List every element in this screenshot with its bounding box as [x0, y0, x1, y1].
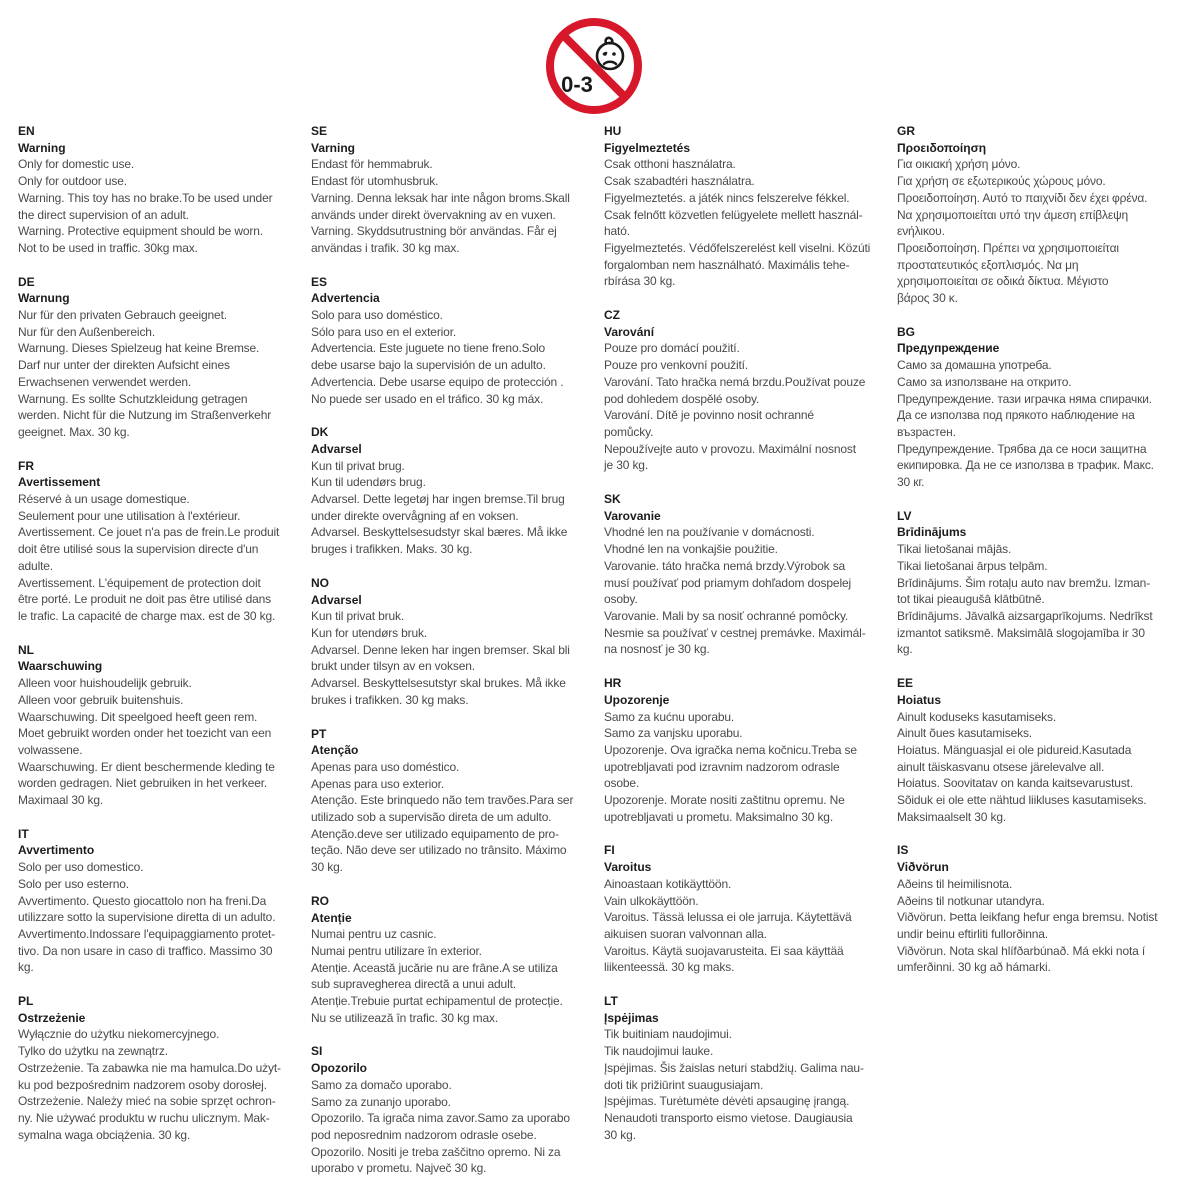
warning-text-line: Waarschuwing. Dit speelgoed heeft geen rem.: [18, 709, 258, 724]
warning-text-line: Ainult õues kasutamiseks.: [897, 726, 1032, 741]
warning-title: Ostrzeżenie: [18, 1010, 86, 1025]
warning-section-ee: [897, 675, 1182, 825]
warning-text-line: symalna waga obciążenia. 30 kg.: [18, 1127, 191, 1142]
warning-text-line: Csak szabadtéri használatra.: [604, 174, 755, 189]
warning-text-line: Réservé à un usage domestique.: [18, 492, 190, 507]
warning-text-line: Ainult koduseks kasutamiseks.: [897, 709, 1057, 724]
warning-text-line: Kun til privat bruk.: [311, 609, 405, 624]
warning-text-line: Hoiatus. Soovitatav on kanda kaitsevarustust.: [897, 776, 1134, 791]
warning-text-line: används under direkt övervakning av en vuxen.: [311, 207, 556, 222]
warning-section-fi: [604, 842, 889, 976]
warning-text-line: Įspėjimas. Šis žaislas neturi stabdžių. Galima nau-: [604, 1060, 864, 1075]
warning-section-lt: [604, 993, 889, 1143]
warning-text-line: teção. Não deve ser utilizado no trânsito. Máximo: [311, 843, 567, 858]
warning-section-pt: [311, 726, 596, 876]
warning-section-cz: [604, 307, 889, 474]
warning-text-line: Aðeins til notkunar utandyra.: [897, 893, 1045, 908]
warning-text-line: Opozorilo. Ta igrača nima zavor.Samo za uporabo: [311, 1111, 570, 1126]
warning-text-line: musí používať pod priamym dohľadom dospelej: [604, 575, 852, 590]
warning-text-line: sub supravegherea directă a unui adult.: [311, 977, 516, 992]
language-code: FI: [604, 843, 615, 858]
language-code: PL: [18, 994, 34, 1009]
warning-text-line: ku pod bezpośrednim nadzorem osoby dorosłej.: [18, 1077, 267, 1092]
warning-text-line: Upozorenje. Morate nositi zaštitnu opremu. Ne: [604, 793, 845, 808]
warning-text-line: 30 кг.: [897, 475, 925, 490]
language-code: BG: [897, 324, 915, 339]
warning-text-line: Samo za zunanjo uporabo.: [311, 1094, 451, 1109]
warning-text-line: aikuisen suoran valvonnan alla.: [604, 926, 767, 941]
warning-text-line: Maximaal 30 kg.: [18, 793, 104, 808]
warning-text-line: възрастен.: [897, 424, 956, 439]
warning-text-line: Advertencia. Debe usarse equipo de protección .: [311, 374, 564, 389]
warning-text-line: je 30 kg.: [604, 458, 649, 473]
warning-title: Viðvörun: [897, 860, 949, 875]
warning-text-line: Opozorilo. Nositi je treba zaščitno opremo. Ni za: [311, 1144, 561, 1159]
warning-section-gr: [897, 123, 1182, 307]
warning-text-line: pod neposrednim nadzorom odrasle osebe.: [311, 1127, 537, 1142]
warning-section-it: [18, 826, 303, 976]
warning-text-line: Advarsel. Dette legetøj har ingen bremse.Til brug: [311, 492, 565, 507]
warning-text-line: Endast för hemmabruk.: [311, 157, 433, 172]
warning-text-line: Да се използва под прякото наблюдение на: [897, 408, 1135, 423]
warning-text-line: brukes i trafikken. 30 kg maks.: [311, 692, 469, 707]
warning-section-hu: [604, 123, 889, 290]
warning-text-line: Nu se utilizează în trafic. 30 kg max.: [311, 1010, 499, 1025]
warning-title: Advarsel: [311, 441, 362, 456]
warning-text-line: Advarsel. Beskyttelsesutstyr skal brukes. Må ikke: [311, 676, 566, 691]
warning-text-line: Solo para uso doméstico.: [311, 308, 443, 323]
warning-title: Warnung: [18, 291, 70, 306]
warning-text-line: volwassene.: [18, 742, 83, 757]
warning-text-line: utilizzare sotto la supervisione diretta di un adulto.: [18, 910, 276, 925]
warning-title: Varoitus: [604, 860, 652, 875]
warning-text-line: Not to be used in traffic. 30kg max.: [18, 240, 198, 255]
warning-text-line: Įspėjimas. Turėtumėte dėvėti apsauginę įrangą.: [604, 1094, 850, 1109]
warning-text-line: liikenteessä. 30 kg maks.: [604, 960, 735, 975]
warning-text-line: Csak otthoni használatra.: [604, 157, 736, 172]
warning-title: Atenție: [311, 910, 352, 925]
warning-text-line: Advertencia. Este juguete no tiene freno.Solo: [311, 341, 546, 356]
prohibition-sign-icon: [544, 16, 644, 116]
warning-text-line: Varování. Tato hračka nemá brzdu.Používat pouze: [604, 374, 866, 389]
warning-text-line: ενήλικου.: [897, 224, 945, 239]
warning-text-line: Ainoastaan kotikäyttöön.: [604, 876, 732, 891]
warning-text-line: Atenção. Este brinquedo não tem travões.Para ser: [311, 793, 574, 808]
language-code: LV: [897, 508, 912, 523]
warning-text-line: Upozorenje. Ova igračka nema kočnicu.Treba se: [604, 742, 857, 757]
warning-section-ro: [311, 893, 596, 1027]
warning-text-line: Nur für den Außenbereich.: [18, 324, 155, 339]
warning-text-line: Warning. Protective equipment should be worn.: [18, 224, 263, 239]
warning-text-line: Erwachsenen verwendet werden.: [18, 374, 192, 389]
warning-title: Įspėjimas: [604, 1010, 659, 1025]
warning-text-line: Numai pentru uz casnic.: [311, 927, 437, 942]
warning-text-line: βάρος 30 κ.: [897, 291, 958, 306]
warning-title: Warning: [18, 140, 66, 155]
warning-text-line: Varning. Denna leksak har inte någon broms.Skall: [311, 190, 570, 205]
warning-section-es: [311, 274, 596, 408]
warning-text-line: Sólo para uso en el exterior.: [311, 324, 457, 339]
warning-text-line: Να χρησιμοποιείται υπό την άμεση επίβλεψη: [897, 207, 1129, 222]
warning-text-line: geeignet. Max. 30 kg.: [18, 424, 130, 439]
warning-text-line: Pouze pro domácí použití.: [604, 341, 740, 356]
column-2: [311, 123, 596, 1194]
warning-section-is: [897, 842, 1182, 976]
warning-title: Hoiatus: [897, 692, 942, 707]
language-code: GR: [897, 124, 915, 138]
column-1: [18, 123, 303, 1160]
warning-text-line: Tik buitiniam naudojimui.: [604, 1027, 732, 1042]
warning-title: Предупреждение: [897, 341, 1000, 356]
warning-text-line: doti tik prižiūrint suaugusiajam.: [604, 1077, 764, 1092]
warning-text-line: Warnung. Es sollte Schutzkleidung getragen: [18, 391, 248, 406]
warning-text-line: ható.: [604, 224, 630, 239]
warning-title: Atenção: [311, 743, 359, 758]
warning-text-line: bruges i trafikken. Maks. 30 kg.: [311, 542, 473, 557]
warning-text-line: umferðinni. 30 kg að hámarki.: [897, 960, 1051, 975]
warning-text-line: tivo. Da non usare in caso di traffico. Massimo 30: [18, 943, 273, 958]
warning-section-bg: [897, 324, 1182, 491]
warning-text-line: Nenaudoti transporto eismo vietose. Daugiausia: [604, 1110, 853, 1125]
warning-text-line: Darf nur unter der direkten Aufsicht eines: [18, 358, 230, 373]
warning-text-line: worden gedragen. Niet gebruiken in het verkeer.: [18, 776, 268, 791]
language-code: HR: [604, 676, 622, 691]
warning-text-line: Προειδοποίηση. Πρέπει να χρησιμοποιείται: [897, 240, 1119, 255]
warning-text-line: Vhodné len na vonkajšie použitie.: [604, 542, 778, 557]
warning-text-line: Samo za domačo uporabo.: [311, 1077, 452, 1092]
warning-text-line: Vhodné len na používanie v domácnosti.: [604, 525, 815, 540]
warning-section-se: [311, 123, 596, 257]
warning-section-si: [311, 1043, 596, 1177]
warning-text-line: rbírása 30 kg.: [604, 274, 676, 289]
language-code: EE: [897, 676, 914, 691]
warning-text-line: Figyelmeztetés. Védőfelszerelést kell viselni. Közúti: [604, 240, 871, 255]
warning-text-line: le trafic. La capacité de charge max. est de 30 kg.: [18, 608, 276, 623]
warning-section-nl: [18, 642, 303, 809]
warning-text-line: Brīdinājums. Jāvalkā aizsargaprīkojums. Nedrīkst: [897, 608, 1153, 623]
warning-text-line: Ostrzeżenie. Należy mieć na sobie sprzęt ochron-: [18, 1094, 276, 1109]
language-code: SE: [311, 124, 328, 138]
warning-text-line: Kun til udendørs brug.: [311, 475, 426, 490]
warning-text-line: Brīdinājums. Šim rotaļu auto nav bremžu. Izman-: [897, 575, 1151, 590]
column-4: [897, 123, 1182, 993]
warning-text-line: être porté. Le produit ne doit pas être utilisé dans: [18, 592, 272, 607]
warning-text-line: Atenção.deve ser utilizado equipamento de pro-: [311, 826, 559, 841]
warning-text-line: Nepoužívejte auto v provozu. Maximální nosnost: [604, 441, 856, 456]
warning-text-line: adulte.: [18, 558, 53, 573]
warning-text-line: Για οικιακή χρήση μόνο.: [897, 157, 1021, 172]
language-code: IS: [897, 843, 909, 858]
warning-section-fr: [18, 458, 303, 625]
age-restriction-0-3-icon: [544, 16, 644, 116]
warning-title: Avvertimento: [18, 843, 95, 858]
warning-title: Figyelmeztetés: [604, 140, 691, 155]
warning-text-line: Warnung. Dieses Spielzeug hat keine Bremse.: [18, 341, 260, 356]
warning-text-line: Advarsel. Denne leken har ingen bremser. Skal bli: [311, 642, 570, 657]
language-code: FR: [18, 458, 34, 473]
warning-text-line: doit être utilisé sous la supervision directe d'un: [18, 542, 259, 557]
warning-text-line: Alleen voor huishoudelijk gebruik.: [18, 676, 192, 691]
warning-text-line: No puede ser usado en el tráfico. 30 kg máx.: [311, 391, 544, 406]
warning-text-line: Nesmie sa používať v cestnej premávke. Maximál-: [604, 625, 866, 640]
warning-text-line: Alleen voor gebruik buitenshuis.: [18, 692, 184, 707]
warning-title: Varning: [311, 140, 356, 155]
warning-text-line: pomůcky.: [604, 424, 654, 439]
warning-text-line: 30 kg.: [311, 860, 343, 875]
warning-text-line: Atenție.Trebuie purtat echipamentul de protecție.: [311, 994, 563, 1009]
warning-text-line: Само за домашна употреба.: [897, 358, 1052, 373]
warning-text-line: tot tikai pieaugušā klātbūtnē.: [897, 592, 1045, 607]
language-code: PT: [311, 726, 327, 741]
warning-title: Advertencia: [311, 291, 380, 306]
warning-text-line: екипировка. Да не се използва в трафик. Макс.: [897, 458, 1154, 473]
warning-text-line: Seulement pour une utilisation à l'extérieur.: [18, 508, 241, 523]
warning-section-dk: [311, 424, 596, 558]
warning-text-line: Advarsel. Beskyttelsesudstyr skal bæres. Må ikke: [311, 525, 568, 540]
warning-text-line: Varování. Dítě je povinno nosit ochranné: [604, 408, 814, 423]
warning-text-line: Viðvörun. Þetta leikfang hefur enga bremsu. Notist: [897, 910, 1158, 925]
warning-text-line: Numai pentru utilizare în exterior.: [311, 943, 482, 958]
warning-text-line: ny. Nie używać produktu w ruchu ulicznym. Mak-: [18, 1110, 270, 1125]
warning-title: Brīdinājums: [897, 525, 967, 540]
warning-text-line: Avertissement. Ce jouet n'a pas de frein.Le produit: [18, 525, 280, 540]
language-code: ES: [311, 274, 328, 289]
warning-section-lv: [897, 508, 1182, 658]
warning-title: Waarschuwing: [18, 659, 103, 674]
warning-text-line: kg.: [897, 642, 913, 657]
warning-text-line: Moet gebruikt worden onder het toezicht van een: [18, 726, 272, 741]
warning-section-sk: [604, 491, 889, 658]
language-code: RO: [311, 893, 329, 908]
warning-text-line: osobe.: [604, 776, 640, 791]
warning-text-line: Предупреждение. Трябва да се носи защитна: [897, 441, 1147, 456]
warning-text-line: Vain ulkokäyttöön.: [604, 893, 699, 908]
warning-text-line: Hoiatus. Mänguasjal ei ole pidureid.Kasutada: [897, 742, 1132, 757]
warning-text-line: upotrebljavati pod izravnim nadzorom odrasle: [604, 759, 840, 774]
warning-title: Opozorilo: [311, 1061, 367, 1076]
warning-text-line: Kun for utendørs bruk.: [311, 625, 428, 640]
warning-text-line: Aðeins til heimilisnota.: [897, 876, 1013, 891]
warning-text-line: Varovanie. Mali by sa nosiť ochranné pomôcky.: [604, 608, 849, 623]
warning-title: Varování: [604, 324, 655, 339]
warning-text-line: Avertissement. L'équipement de protection doit: [18, 575, 261, 590]
warning-title: Προειδοποίηση: [897, 140, 987, 155]
warning-text-line: Nur für den privaten Gebrauch geeignet.: [18, 308, 227, 323]
warning-title: Advarsel: [311, 592, 362, 607]
warning-text-line: Για χρήση σε εξωτερικούς χώρους μόνο.: [897, 174, 1106, 189]
warning-text-line: uporabo v prometu. Največ 30 kg.: [311, 1161, 487, 1176]
language-code: LT: [604, 994, 618, 1009]
warning-text-line: Sõiduk ei ole ette nähtud liikluses kasutamiseks.: [897, 793, 1147, 808]
warning-text-line: kg.: [18, 960, 34, 975]
warning-text-line: 30 kg.: [604, 1127, 636, 1142]
warning-text-line: Pouze pro venkovní použití.: [604, 358, 749, 373]
warning-section-pl: [18, 993, 303, 1143]
warning-text-line: Предупреждение. тази играчка няма спирачки.: [897, 391, 1152, 406]
warning-text-line: upotrebljavati u prometu. Maksimalno 30 kg.: [604, 809, 834, 824]
warning-title: Upozorenje: [604, 692, 670, 707]
warning-text-line: Samo za vanjsku uporabu.: [604, 726, 743, 741]
warning-text-line: användas i trafik. 30 kg max.: [311, 240, 460, 255]
warning-text-line: Csak felnőtt közvetlen felügyelete mellett használ-: [604, 207, 863, 222]
warning-text-line: werden. Nicht für die Nutzung im Straßenverkehr: [18, 408, 272, 423]
warning-text-line: Tikai lietošanai ārpus telpām.: [897, 558, 1048, 573]
language-code: SI: [311, 1044, 323, 1059]
column-3: [604, 123, 889, 1160]
warning-text-line: Προειδοποίηση. Αυτό το παιχνίδι δεν έχει φρένα.: [897, 190, 1148, 205]
warning-text-line: Apenas para uso doméstico.: [311, 759, 460, 774]
warning-text-line: Maksimaalselt 30 kg.: [897, 809, 1007, 824]
warning-section-hr: [604, 675, 889, 825]
warning-text-line: debe usarse bajo la supervisión de un adulto.: [311, 358, 546, 373]
warning-text-line: Avvertimento.Indossare l'equipaggiamento protet-: [18, 926, 276, 941]
warning-text-line: Avvertimento. Questo giocattolo non ha freni.Da: [18, 893, 267, 908]
warning-text-line: forgalomban nem használható. Maximális tehe-: [604, 257, 850, 272]
warning-text-line: Endast för utomhusbruk.: [311, 174, 439, 189]
language-code: DK: [311, 425, 329, 440]
warning-text-line: Waarschuwing. Er dient beschermende kleding te: [18, 759, 275, 774]
language-code: NO: [311, 575, 329, 590]
warning-section-en: [18, 123, 303, 257]
svg-text:0-3: 0-3: [561, 72, 593, 97]
warning-text-line: Tik naudojimui lauke.: [604, 1044, 714, 1059]
language-code: EN: [18, 124, 35, 138]
warning-section-de: [18, 274, 303, 441]
warning-text-line: Varovanie. táto hračka nemá brzdy.Výrobok sa: [604, 558, 846, 573]
warning-text-line: Viðvörun. Nota skal hlífðarbúnað. Má ekki nota í: [897, 943, 1146, 958]
warning-title: Avertissement: [18, 475, 101, 490]
language-code: DE: [18, 274, 35, 289]
warning-text-line: χρησιμοποιείται σε οδικά δίκτυα. Μέγιστο: [897, 274, 1109, 289]
warning-text-line: Varning. Skyddsutrustning bör användas. Får ej: [311, 224, 557, 239]
warning-title: Varovanie: [604, 508, 661, 523]
warning-text-line: Само за използване на открито.: [897, 374, 1072, 389]
warning-text-line: Solo per uso esterno.: [18, 876, 129, 891]
warning-text-line: Varoitus. Tässä lelussa ei ole jarruja. Käytettävä: [604, 910, 852, 925]
warning-text-line: Samo za kućnu uporabu.: [604, 709, 735, 724]
warning-text-line: Apenas para uso exterior.: [311, 776, 445, 791]
warning-text-line: Ostrzeżenie. Ta zabawka nie ma hamulca.Do użyt-: [18, 1060, 281, 1075]
warning-text-line: Warning. This toy has no brake.To be used under: [18, 190, 273, 205]
language-code: NL: [18, 642, 34, 657]
warning-text-line: Kun til privat brug.: [311, 458, 405, 473]
warning-text-line: the direct supervision of an adult.: [18, 207, 189, 222]
warning-text-line: Wyłącznie do użytku niekomercyjnego.: [18, 1027, 220, 1042]
language-code: HU: [604, 124, 622, 138]
language-code: IT: [18, 826, 29, 841]
warning-text-line: Varoitus. Käytä suojavarusteita. Ei saa käyttää: [604, 943, 844, 958]
warning-text-line: Only for domestic use.: [18, 157, 135, 172]
warning-section-no: [311, 575, 596, 709]
warning-text-line: Atenție. Această jucărie nu are frâne.A se utiliza: [311, 960, 558, 975]
warning-text-line: προστατευτικός εξοπλισμός. Να μη: [897, 257, 1079, 272]
warning-text-line: izmantot satiksmē. Maksimālā slogojamība ir 30: [897, 625, 1145, 640]
warning-text-line: under direkte overvågning af en voksen.: [311, 508, 519, 523]
warning-text-line: ainult täiskasvanu otsese järelevalve all.: [897, 759, 1105, 774]
language-code: CZ: [604, 308, 620, 323]
warning-text-line: pod dohledem dospělé osoby.: [604, 391, 760, 406]
warning-text-line: undir beinu eftirliti fullorðinna.: [897, 926, 1048, 941]
warning-text-line: Figyelmeztetés. a játék nincs felszerelve fékkel.: [604, 190, 850, 205]
warning-text-line: brukt under tilsyn av en voksen.: [311, 659, 475, 674]
warning-text-line: na nosnosť je 30 kg.: [604, 642, 710, 657]
warning-text-line: Tikai lietošanai mājās.: [897, 542, 1012, 557]
warning-text-line: utilizado sob a supervisão direta de um adulto.: [311, 810, 552, 825]
warning-text-line: Tylko do użytku na zewnątrz.: [18, 1044, 168, 1059]
warning-text-line: Only for outdoor use.: [18, 174, 127, 189]
warning-text-line: osoby.: [604, 592, 638, 607]
warning-text-line: Solo per uso domestico.: [18, 860, 144, 875]
language-code: SK: [604, 492, 621, 507]
